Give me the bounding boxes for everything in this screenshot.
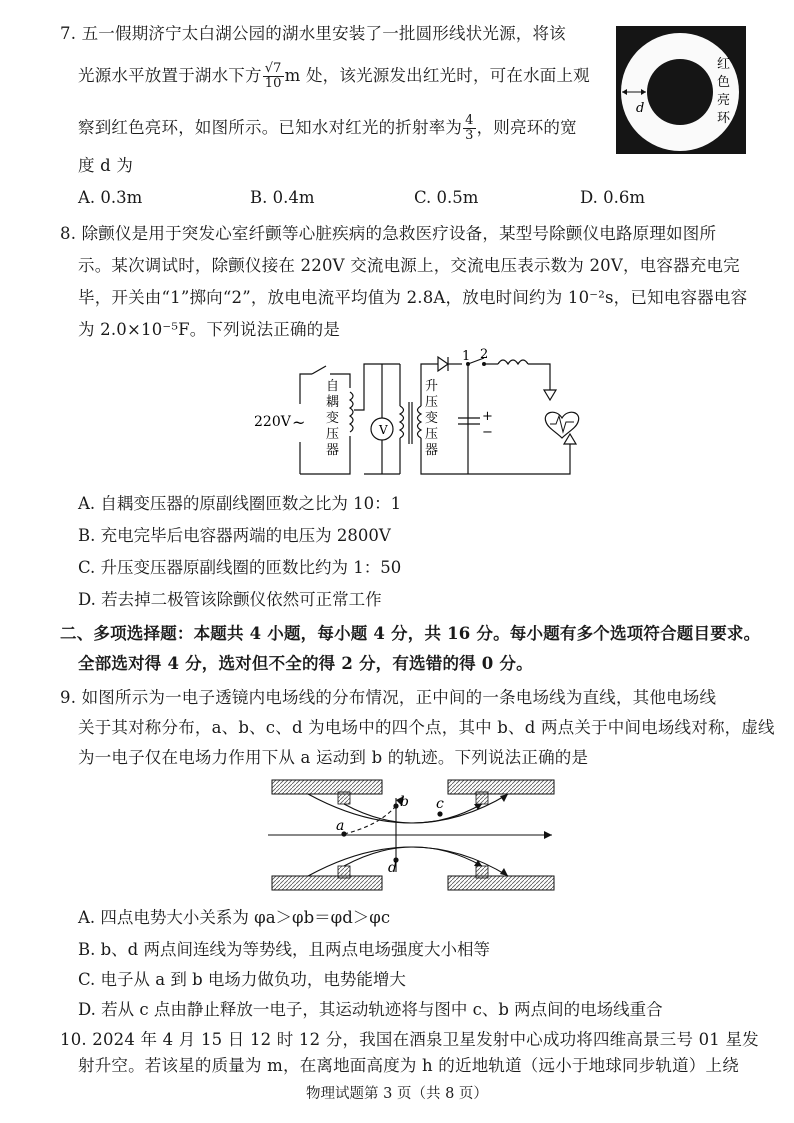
q9-option-d: D. 若从 c 点由静止释放一电子，其运动轨迹将与图中 c、b 两点间的电场线重合 bbox=[78, 1000, 663, 1019]
q9-line1: 9. 如图所示为一电子透镜内电场线的分布情况，正中间的一条电场线为直线，其他电场线 bbox=[60, 688, 717, 707]
q7-option-b: B. 0.4m bbox=[250, 188, 315, 207]
q9-point-a: a bbox=[336, 818, 345, 834]
q7-ring-figure bbox=[616, 26, 746, 154]
q9-point-b: b bbox=[400, 794, 409, 810]
q9-line3: 为一电子仅在电场力作用下从 a 运动到 b 的轨迹。下列说法正确的是 bbox=[78, 748, 589, 767]
q7-option-c: C. 0.5m bbox=[414, 188, 479, 207]
q7-fig-label-3: 亮 bbox=[717, 93, 731, 108]
q8-line1: 8. 除颤仪是用于突发心室纤颤等心脏疾病的急救医疗设备，某型号除颤仪电路原理如图所 bbox=[60, 224, 717, 243]
svg-text:器: 器 bbox=[425, 443, 439, 458]
svg-text:变: 变 bbox=[425, 411, 439, 426]
q9-option-b: B. b、d 两点间连线为等势线，且两点电场强度大小相等 bbox=[78, 940, 490, 959]
q7-line3: 察到红色亮环，如图所示。已知水对红光的折射率为 $\frac{4}{3}$ ，则亮环的宽 bbox=[78, 113, 577, 143]
q8-switch-1: 1 bbox=[462, 349, 471, 364]
q8-source-label: 220V bbox=[254, 414, 291, 430]
q8-line3: 毕，开关由“1”掷向“2”，放电电流平均值为 2.8A，放电时间约为 10⁻²s，已知电容器电容 bbox=[78, 288, 748, 307]
svg-text:变: 变 bbox=[326, 411, 340, 426]
q9-line2: 关于其对称分布，a、b、c、d 为电场中的四个点，其中 b、d 两点关于中间电场线对称，虚线 bbox=[78, 718, 775, 737]
q8-cap-plus: + bbox=[482, 409, 493, 424]
q7-line2: 光源水平放置于湖水下方 $\frac{√7}{10}$ m 处，该光源发出红光时，可在水面上观 bbox=[78, 61, 590, 91]
q8-line4: 为 2.0×10⁻⁵F。下列说法正确的是 bbox=[78, 320, 341, 339]
q8-line2: 示。某次调试时，除颤仪接在 220V 交流电源上，交流电压表示数为 20V，电容器充电完 bbox=[78, 256, 740, 275]
svg-text:压: 压 bbox=[326, 427, 340, 442]
q8-auto-transformer-label bbox=[326, 379, 339, 458]
q7-fig-label-1: 红 bbox=[717, 57, 731, 72]
q7-fig-label-4: 环 bbox=[717, 111, 731, 126]
q9-option-a: A. 四点电势大小关系为 φa＞φb＝φd＞φc bbox=[78, 908, 391, 927]
q8-option-b: B. 充电完毕后电容器两端的电压为 2800V bbox=[78, 526, 391, 545]
q7-line1: 7. 五一假期济宁太白湖公园的湖水里安装了一批圆形线状光源，将该 bbox=[60, 24, 566, 43]
q10-line1: 10. 2024 年 4 月 15 日 12 时 12 分，我国在酒泉卫星发射中心成功将四维高景三号 01 星发 bbox=[60, 1030, 759, 1049]
svg-text:耦: 耦 bbox=[326, 395, 340, 410]
q9-option-c: C. 电子从 a 到 b 电场力做负功，电势能增大 bbox=[78, 970, 406, 989]
svg-text:升: 升 bbox=[425, 379, 439, 394]
svg-text:器: 器 bbox=[326, 443, 340, 458]
svg-text:压: 压 bbox=[425, 395, 439, 410]
q8-option-a: A. 自耦变压器的原副线圈匝数之比为 10：1 bbox=[78, 494, 402, 513]
q7-fraction: $\frac{√7}{10}$ bbox=[264, 61, 282, 91]
page-footer: 物理试题第 3 页（共 8 页） bbox=[306, 1086, 488, 1102]
q7-fig-label-2: 色 bbox=[717, 75, 731, 90]
q8-voltmeter-label: V bbox=[379, 423, 388, 437]
svg-text:自: 自 bbox=[326, 379, 340, 394]
q8-option-c: C. 升压变压器原副线圈的匝数比约为 1：50 bbox=[78, 558, 402, 577]
q7-d-label: d bbox=[636, 101, 645, 116]
svg-text:压: 压 bbox=[425, 427, 439, 442]
q9-point-c: c bbox=[436, 796, 444, 812]
q9-point-d: d bbox=[388, 860, 397, 876]
q10-line2: 射升空。若该星的质量为 m，在离地面高度为 h 的近地轨道（远小于地球同步轨道）上绕 bbox=[78, 1056, 739, 1075]
section2-subheading: 全部选对得 4 分，选对但不全的得 2 分，有选错的得 0 分。 bbox=[78, 654, 533, 673]
section2-heading: 二、多项选择题：本题共 4 小题，每小题 4 分，共 16 分。每小题有多个选项符合题目要求。 bbox=[60, 624, 761, 643]
q8-step-up-label bbox=[425, 379, 438, 458]
q9-field-diagram bbox=[268, 772, 558, 898]
q8-cap-minus: − bbox=[482, 425, 493, 440]
q7-option-d: D. 0.6m bbox=[580, 188, 646, 207]
q8-switch-2: 2 bbox=[480, 347, 489, 362]
q7-line4: 度 d 为 bbox=[78, 156, 134, 175]
q8-option-d: D. 若去掉二极管该除颤仪依然可正常工作 bbox=[78, 590, 382, 609]
q7-fraction2: $\frac{4}{3}$ bbox=[465, 113, 474, 143]
q8-circuit-diagram bbox=[240, 344, 590, 484]
q7-option-a: A. 0.3m bbox=[78, 188, 143, 207]
q8-source-tilde: ~ bbox=[292, 413, 306, 432]
